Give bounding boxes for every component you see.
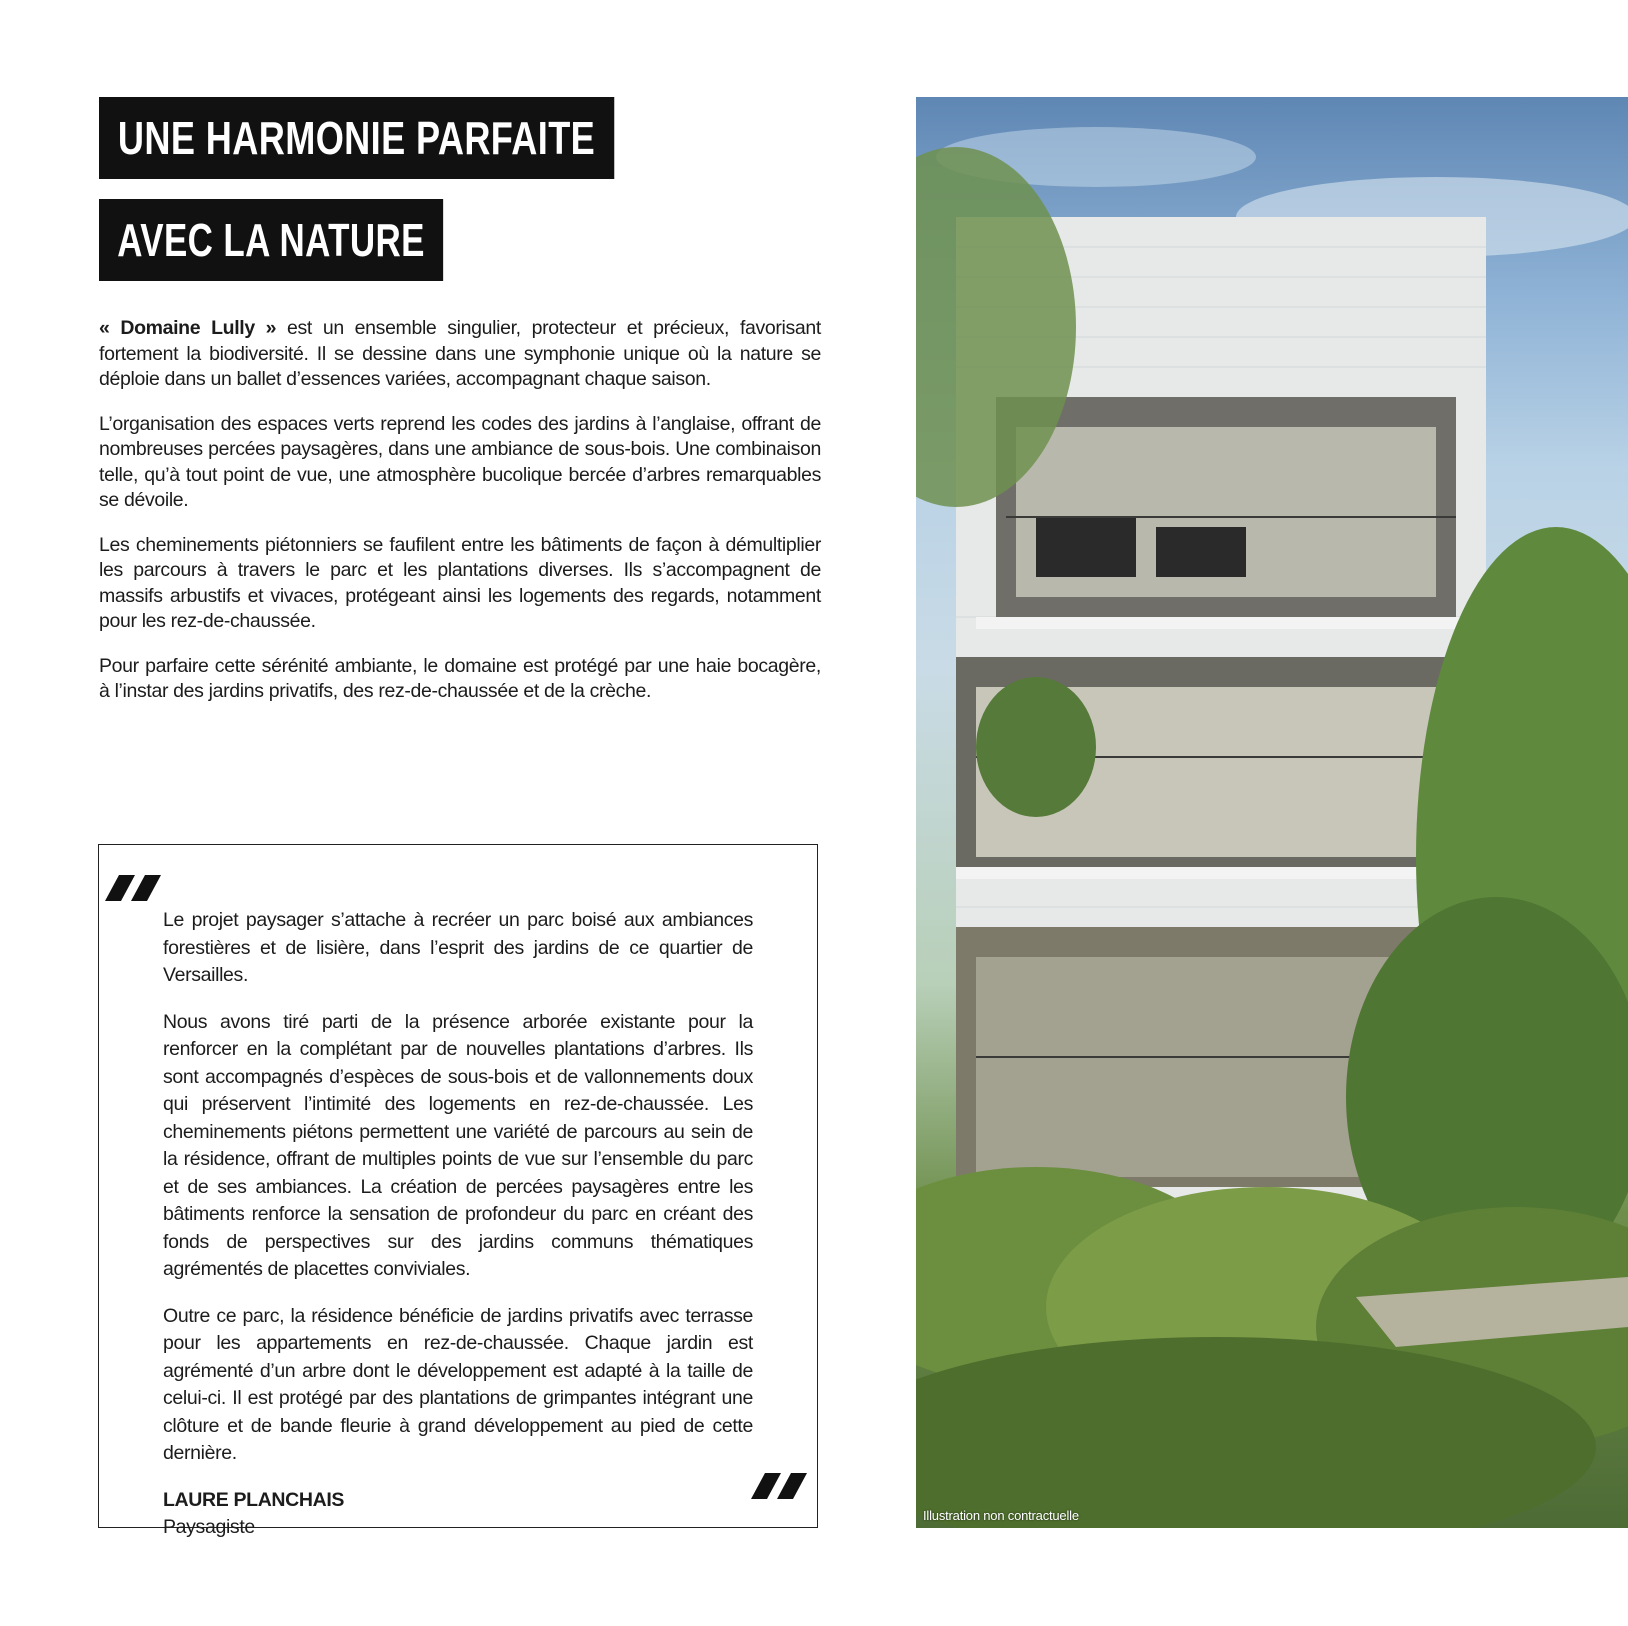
title-line-2: AVEC LA NATURE <box>99 199 443 281</box>
building-illustration-drawing <box>916 97 1628 1528</box>
quote-box <box>98 844 818 1538</box>
quote-close-icon <box>751 1473 809 1499</box>
quote-paragraph-1: Le projet paysager s’attache à recréer un parc boisé aux ambiances forestières et de lisière, dans l’esprit des jardins de ce quartier de Versailles. <box>163 909 753 986</box>
intro-paragraph-3: Les cheminements piétonniers se faufilent entre les bâtiments de façon à démultiplier les parcours à travers le parc et les plantations diverses. Ils s’accompagnent de massifs arbustifs et vivaces, protégeant ainsi les logements des regards, notamment pour les rez-de-chaussée. <box>99 533 821 632</box>
author-name: LAURE PLANCHAIS <box>163 1488 345 1511</box>
intro-paragraph-2: L’organisation des espaces verts reprend les codes des jardins à l’anglaise, offrant de nombreuses percées paysagères, dans une ambiance de sous-bois. Une combinaison telle, qu’à tout point de vue, une atmosphère bucolique bercée d’arbres remarquables se dévoile. <box>99 412 821 511</box>
intro-paragraph-1 <box>99 316 821 393</box>
building-illustration <box>916 97 1628 1528</box>
title-line-1: UNE HARMONIE PARFAITE <box>99 97 614 179</box>
intro-text <box>99 316 821 724</box>
project-name: « Domaine Lully » <box>99 317 277 339</box>
quote-text <box>163 907 753 1561</box>
intro-paragraph-4: Pour parfaire cette sérénité ambiante, le domaine est protégé par une haie bocagère, à l’instar des jardins privatifs, des rez-de-chaussée et de la crèche. <box>99 654 821 702</box>
photo-caption: Illustration non contractuelle <box>923 1508 1079 1523</box>
author-role: Paysagiste <box>163 1516 255 1538</box>
intro-paragraph-1-rest: est un ensemble singulier, protecteur et précieux, favorisant fortement la biodiversité. Il se dessine dans une symphonie unique où la nature se déploie dans un ballet d’essences variées, accompagnant chaque saison. <box>99 317 821 390</box>
quote-paragraph-2: Nous avons tiré parti de la présence arborée existante pour la renforcer en la complétant par de nouvelles plantations d’arbres. Ils sont accompagnés d’espèces de sous-bois et de vallonnements doux qui préservent l’intimité des logements en rez-de-chaussée. Les cheminements piétons permettent une variété de parcours au sein de la résidence, offrant de multiples points de vue sur l’ensemble du parc et de ses ambiances. La création de percées paysagères entre les bâtiments renforce la sensation de profondeur du parc en créant des fonds de perspectives sur des jardins communs thématiques agrémentés de placettes conviviales. <box>163 1010 753 1280</box>
quote-paragraph-3: Outre ce parc, la résidence bénéficie de jardins privatifs avec terrasse pour les appartements en rez-de-chaussée. Chaque jardin est agrémenté d’un arbre dont le développement est adapté à la taille de celui-ci. Il est protégé par des plantations de grimpantes intégrant une clôture et de bande fleurie à grand développement au pied de cette dernière. <box>163 1304 753 1464</box>
quote-open-icon <box>105 875 163 901</box>
